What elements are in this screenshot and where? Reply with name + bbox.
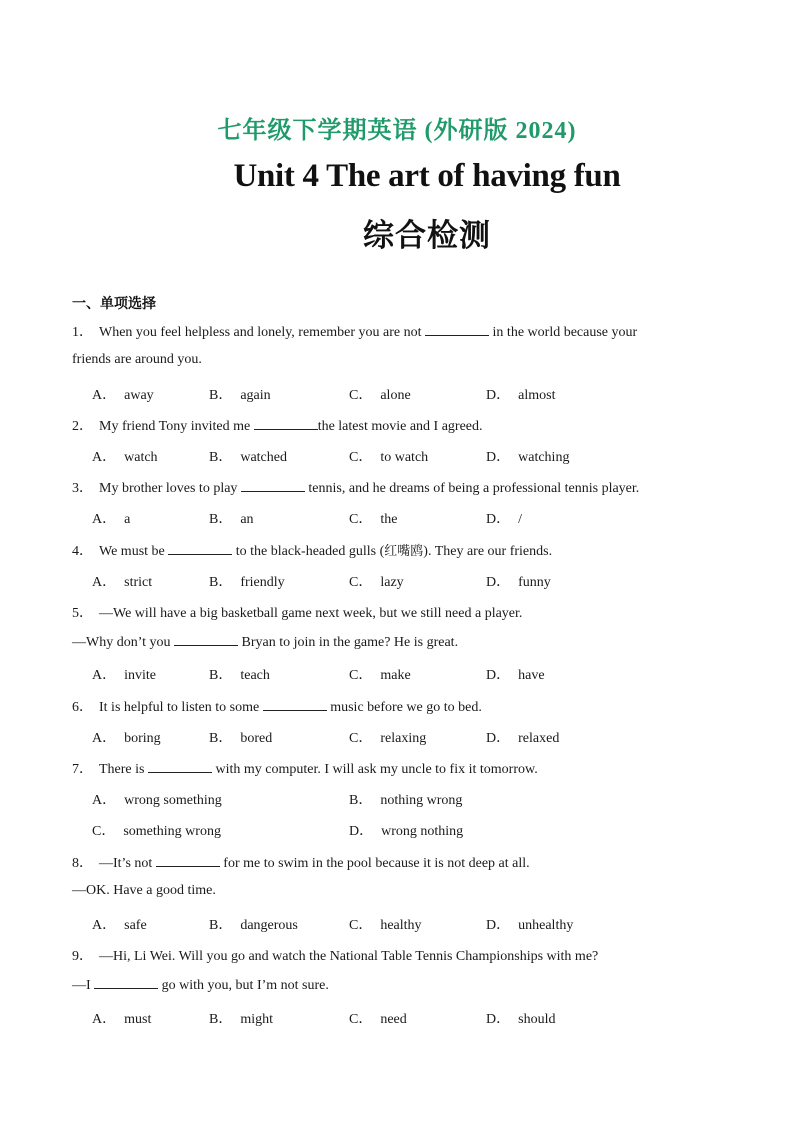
- answer-blank[interactable]: [263, 698, 327, 711]
- option-c[interactable]: C． something wrong: [92, 824, 221, 839]
- question-3-stem: 3． My brother loves to play tennis, and he dreams of being a professional tennis player.: [72, 481, 640, 496]
- unit-title: Unit 4 The art of having fun: [233, 158, 621, 194]
- answer-blank[interactable]: [425, 323, 489, 336]
- question-6-stem: 6． It is helpful to listen to some music before we go to bed.: [72, 700, 482, 715]
- question-number: 2．: [72, 419, 93, 434]
- option-c[interactable]: C． need: [349, 1012, 407, 1027]
- question-1-stem: 1． When you feel helpless and lonely, remember you are not in the world because your: [72, 325, 638, 340]
- option-a[interactable]: A． strict: [92, 575, 153, 590]
- option-a[interactable]: A． invite: [92, 668, 157, 683]
- option-b[interactable]: B． an: [209, 512, 254, 527]
- question-number: 1．: [72, 325, 93, 340]
- option-a[interactable]: A． boring: [92, 731, 161, 746]
- test-subtitle: 综合检测: [363, 218, 491, 254]
- question-8-stem: 8． —It’s not for me to swim in the pool because it is not deep at all.: [72, 856, 530, 871]
- section-heading: 一、单项选择: [72, 296, 156, 312]
- option-d[interactable]: D． unhealthy: [486, 918, 574, 933]
- option-d[interactable]: D． /: [486, 512, 523, 527]
- option-a[interactable]: A． wrong something: [92, 793, 222, 808]
- question-7-stem: 7． There is with my computer. I will ask my uncle to fix it tomorrow.: [72, 762, 538, 777]
- question-number: 4．: [72, 544, 93, 559]
- option-c[interactable]: C． healthy: [349, 918, 422, 933]
- option-d[interactable]: D． wrong nothing: [349, 824, 464, 839]
- option-a[interactable]: A． watch: [92, 450, 158, 465]
- question-number: 7．: [72, 762, 93, 777]
- option-a[interactable]: A． away: [92, 388, 154, 403]
- option-c[interactable]: C． lazy: [349, 575, 404, 590]
- question-5-stem-continued: —Why don’t you Bryan to join in the game? He is great.: [72, 635, 459, 650]
- option-b[interactable]: B． friendly: [209, 575, 285, 590]
- question-number: 9．: [72, 949, 93, 964]
- option-b[interactable]: B． nothing wrong: [349, 793, 463, 808]
- option-d[interactable]: D． watching: [486, 450, 570, 465]
- option-b[interactable]: B． again: [209, 388, 271, 403]
- question-number: 6．: [72, 700, 93, 715]
- option-b[interactable]: B． watched: [209, 450, 287, 465]
- question-5-stem: 5． —We will have a big basketball game next week, but we still need a player.: [72, 606, 523, 621]
- option-c[interactable]: C． alone: [349, 388, 411, 403]
- option-d[interactable]: D． almost: [486, 388, 556, 403]
- answer-blank[interactable]: [174, 633, 238, 646]
- question-2-stem: 2． My friend Tony invited me the latest movie and I agreed.: [72, 419, 483, 434]
- answer-blank[interactable]: [148, 760, 212, 773]
- answer-blank[interactable]: [94, 976, 158, 989]
- question-9-stem: 9． —Hi, Li Wei. Will you go and watch the National Table Tennis Championships with me?: [72, 949, 599, 964]
- answer-blank[interactable]: [168, 542, 232, 555]
- question-8-stem-continued: —OK. Have a good time.: [72, 883, 216, 898]
- option-c[interactable]: C． relaxing: [349, 731, 427, 746]
- option-d[interactable]: D． have: [486, 668, 545, 683]
- question-number: 8．: [72, 856, 93, 871]
- option-d[interactable]: D． should: [486, 1012, 556, 1027]
- option-a[interactable]: A． must: [92, 1012, 152, 1027]
- answer-blank[interactable]: [254, 417, 318, 430]
- option-b[interactable]: B． teach: [209, 668, 270, 683]
- option-d[interactable]: D． relaxed: [486, 731, 560, 746]
- option-b[interactable]: B． bored: [209, 731, 273, 746]
- option-c[interactable]: C． to watch: [349, 450, 429, 465]
- answer-blank[interactable]: [156, 854, 220, 867]
- option-a[interactable]: A． a: [92, 512, 131, 527]
- option-c[interactable]: C． make: [349, 668, 411, 683]
- option-b[interactable]: B． might: [209, 1012, 274, 1027]
- option-b[interactable]: B． dangerous: [209, 918, 298, 933]
- question-9-stem-continued: —I go with you, but I’m not sure.: [72, 978, 329, 993]
- option-c[interactable]: C． the: [349, 512, 398, 527]
- question-number: 5．: [72, 606, 93, 621]
- answer-blank[interactable]: [241, 479, 305, 492]
- question-number: 3．: [72, 481, 93, 496]
- option-a[interactable]: A． safe: [92, 918, 147, 933]
- question-4-stem: 4． We must be to the black-headed gulls (红嘴鸥). They are our friends.: [72, 544, 553, 559]
- option-d[interactable]: D． funny: [486, 575, 551, 590]
- question-1-stem-continued: friends are around you.: [72, 352, 202, 367]
- course-title: 七年级下学期英语 (外研版 2024): [217, 118, 577, 144]
